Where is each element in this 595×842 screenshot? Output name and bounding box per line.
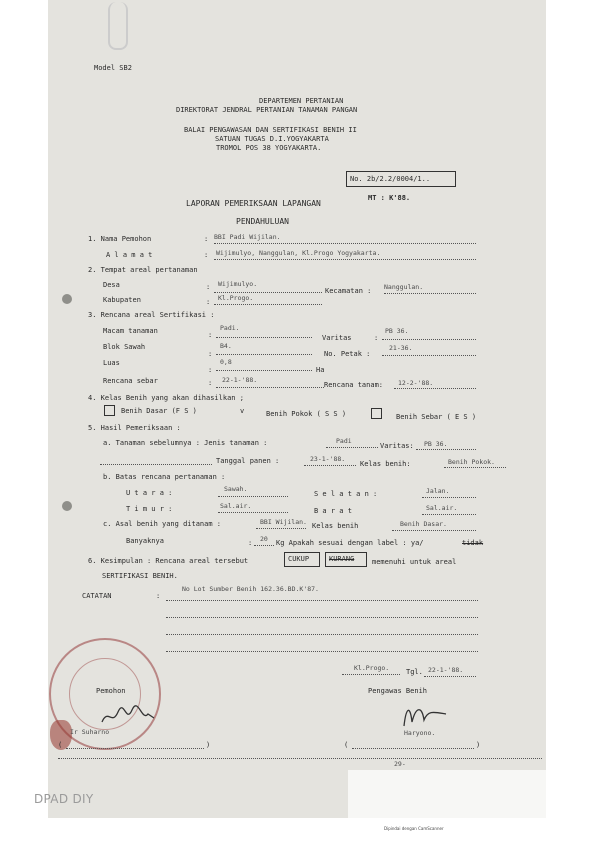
header-line-4: SATUAN TUGAS D.I.YOGYAKARTA <box>215 135 329 143</box>
s5-selatan-label: S e l a t a n : <box>314 490 378 498</box>
paper-clip <box>108 2 128 50</box>
s5-timur-value: Sal.air. <box>220 502 252 510</box>
header-line-1: DEPARTEMEN PERTANIAN <box>259 97 344 105</box>
s5-a-panen: 23-1-'88. <box>310 455 346 463</box>
s5-utara-label: U t a r a : <box>126 489 173 497</box>
s3-varitas-label: Varitas <box>322 334 352 342</box>
s6-tail: memenuhi untuk areal <box>372 558 457 566</box>
s3-sebar-value: 22-1-'88. <box>222 376 258 384</box>
s3-petak-label: No. Petak : <box>324 350 371 358</box>
s5-c-label: c. Asal benih yang ditanam : <box>103 520 222 528</box>
s2-label: 2. Tempat areal pertanaman <box>88 266 198 274</box>
s5-timur-label: T i m u r : <box>126 505 173 513</box>
s2-kecamatan-label: Kecamatan : <box>325 287 372 295</box>
s3-macam-label: Macam tanaman <box>103 327 158 335</box>
page-number: 29- <box>394 760 406 768</box>
s5-kg-label: Kg Apakah sesuai dengan label : ya/ <box>276 539 424 547</box>
pengawas-label: Pengawas Benih <box>368 687 428 695</box>
s4-option-sebar: Benih Sebar ( E S ) <box>396 413 477 421</box>
s2-desa-value: Wijimulyo. <box>218 280 258 288</box>
s4-option-pokok: Benih Pokok ( S S ) <box>266 410 347 418</box>
s6-line2: SERTIFIKASI BENIH. <box>102 572 178 580</box>
s2-kabupaten-value: Kl.Progo. <box>218 294 254 302</box>
s4-label: 4. Kelas Benih yang akan dihasilkan ; <box>88 394 244 402</box>
s5-c-value: BBI Wijilan. <box>260 518 307 526</box>
s5-c-kelas-value: Benih Dasar. <box>400 520 447 528</box>
pengawas-signature <box>400 698 450 730</box>
s2-kecamatan-value: Nanggulan. <box>384 283 424 291</box>
reference-box <box>346 171 456 187</box>
s5-banyak-value: 20 <box>260 535 268 543</box>
s5-banyak-label: Banyaknya <box>126 537 164 545</box>
s3-ha-label: Ha <box>316 366 325 374</box>
s5-b-label: b. Batas rencana pertanaman : <box>103 473 226 481</box>
s5-barat-label: B a r a t <box>314 507 352 515</box>
punch-hole <box>62 501 72 511</box>
s1-name-value: BBI Padi Wijilan. <box>214 233 281 241</box>
date-value: 22-1-'88. <box>428 666 464 674</box>
s5-selatan-value: Jalan. <box>426 487 450 495</box>
s6-kurang: KURANG <box>329 555 355 563</box>
s3-label: 3. Rencana areal Sertifikasi : <box>88 311 215 319</box>
s5-c-kelas-label: Kelas benih <box>312 522 359 530</box>
s3-varitas-value: PB 36. <box>385 327 409 335</box>
s5-label: 5. Hasil Pemeriksaan : <box>88 424 181 432</box>
checkbox-benih-dasar <box>104 405 115 416</box>
s3-luas-label: Luas <box>103 359 120 367</box>
s5-a-varitas-label: Varitas: <box>380 442 414 450</box>
punch-hole <box>62 294 72 304</box>
place-value: Kl.Progo. <box>354 664 390 672</box>
s5-a-varitas: PB 36. <box>424 440 448 448</box>
s1-alamat-value: Wijimulyo, Nanggulan, Kl.Progo Yogyakarta. <box>216 249 381 257</box>
pengawas-name: Haryono. <box>404 729 436 737</box>
mt-label: MT : K'88. <box>368 194 411 202</box>
s5-a-kelas: Benih Pokok. <box>448 458 495 466</box>
s2-kabupaten-label: Kabupaten <box>103 296 141 304</box>
s3-luas-value: 0,8 <box>220 358 232 366</box>
header-line-2: DIREKTORAT JENDRAL PERTANIAN TANAMAN PANGAN <box>176 106 358 114</box>
catatan-note: No Lot Sumber Benih 162.36.BD.K'87. <box>182 585 319 593</box>
s6-cukup: CUKUP <box>288 555 310 563</box>
catatan-label: CATATAN <box>82 592 112 600</box>
s2-desa-label: Desa <box>103 281 120 289</box>
document-page: Model SB2 DEPARTEMEN PERTANIAN DIREKTORAT JENDRAL PERTANIAN TANAMAN PANGAN BALAI PENGAWASAN DAN SERTIFIKASI BENIH II SATUAN TUGAS D.I.YOGYAKARTA TROMOL POS 38 YOGYAKARTA. No. 2b/2.2/0004/1.. MT : K'88. LAPORAN PEMERIKSAAN LAPANGAN PENDAHULUAN 1. Nama Pemohon : BBI Padi Wijilan. A l a m a t : Wijimulyo, Nanggulan, Kl.Progo Yogyakarta. 2. Tempat areal pertanaman Desa : Wijimulyo. Kecamatan : Nanggulan. Kabupaten : Kl.Progo. 3. Rencana areal Sertifikasi : Macam tanaman : Padi. Varitas : PB 36. Blok Sawah : B4. No. Petak : 21-36. Luas : 0,8 Ha Rencana sebar : 22-1-'88. Rencana tanam: 12-2-'88. 4. Kelas Benih yang akan dihasilkan ; Benih Dasar (F S ) v Benih Pokok ( S S ) Benih Sebar ( E S ) 5. Hasil Pemeriksaan : a. Tanaman sebelumnya : Jenis tanaman : Padi Varitas: PB 36. Tanggal panen : 23-1-'88. Kelas benih: Benih Pokok. b. Batas rencana pertanaman : U t a r a : Sawah. S e l a t a n : Jalan. T i m u r : Sal.air. B a r a t Sal.air. c. Asal benih yang ditanam : BBI Wijilan. Kelas benih Benih Dasar. Banyaknya : 20 Kg Apakah sesuai dengan label : ya/ tidak 6. Kesimpulan : Rencana areal tersebut CUKUP KURANG memenuhi untuk areal SERTIFIKASI BENIH. CATATAN : No Lot Sumber Benih 162.36.BD.K'87. Kl.Progo. Tgl. 22-1-'88. Pemohon Ir Suharno ( ) Pengawas Benih Haryono. ( ) 29- <box>48 0 546 818</box>
pemohon-signature <box>98 700 158 728</box>
s5-barat-value: Sal.air. <box>426 504 458 512</box>
s3-petak-value: 21-36. <box>389 344 413 352</box>
s3-blok-label: Blok Sawah <box>103 343 146 351</box>
report-subtitle: PENDAHULUAN <box>236 217 289 226</box>
pemohon-label: Pemohon <box>96 687 126 695</box>
s1-alamat-label: A l a m a t <box>106 251 153 259</box>
reference-number: No. 2b/2.2/0004/1.. <box>350 175 431 183</box>
cukup-box <box>284 552 320 567</box>
s1-label: 1. Nama Pemohon <box>88 235 152 243</box>
watermark: DPAD DIY <box>34 792 94 806</box>
pemohon-name: Ir Suharno <box>70 728 110 736</box>
s3-sebar-label: Rencana sebar <box>103 377 158 385</box>
s3-tanam-label: Rencana tanam: <box>324 381 384 389</box>
s5-a-label: a. Tanaman sebelumnya : Jenis tanaman : <box>103 439 268 447</box>
s4-check-mark: v <box>240 407 245 415</box>
s5-a-jenis: Padi <box>336 437 352 445</box>
report-title: LAPORAN PEMERIKSAAN LAPANGAN <box>186 199 321 208</box>
s6-label: 6. Kesimpulan : Rencana areal tersebut <box>88 557 249 565</box>
s5-a-kelas-label: Kelas benih: <box>360 460 411 468</box>
kurang-box <box>325 552 367 567</box>
s3-tanam-value: 12-2-'88. <box>398 379 434 387</box>
tgl-label: Tgl. <box>406 668 423 676</box>
scanner-credit: Dipindai dengan CamScanner <box>384 826 444 831</box>
s5-tidak: tidak <box>462 539 484 547</box>
s4-option-dasar: Benih Dasar (F S ) <box>121 407 197 415</box>
checkbox-benih-sebar <box>371 408 382 419</box>
header-line-5: TROMOL POS 38 YOGYAKARTA. <box>216 144 322 152</box>
s5-a-panen-label: Tanggal panen : <box>216 457 280 465</box>
header-line-3: BALAI PENGAWASAN DAN SERTIFIKASI BENIH II <box>184 126 357 134</box>
model-label: Model SB2 <box>94 64 132 72</box>
s5-utara-value: Sawah. <box>224 485 248 493</box>
s3-macam-value: Padi. <box>220 324 240 332</box>
s3-blok-value: B4. <box>220 342 232 350</box>
